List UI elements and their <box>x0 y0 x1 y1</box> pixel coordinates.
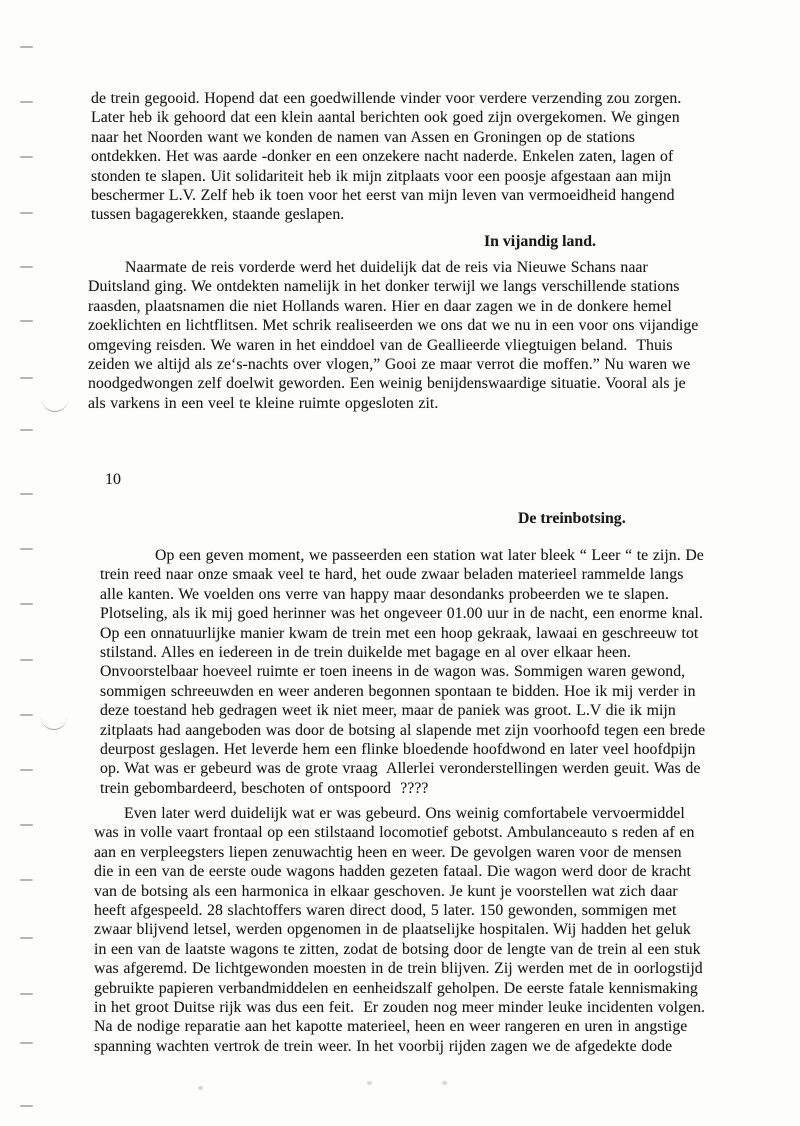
text-line: alle kanten. We voelden ons verre van happy maar desondanks probeerden we te slapen. <box>100 585 669 603</box>
text-line: Op een onnatuurlijke manier kwam de trein met een hoop gekraak, lawaai en geschreeuw tot <box>100 624 699 642</box>
section-heading-de-treinbotsing: De treinbotsing. <box>518 510 626 527</box>
section-heading-in-vijandig-land: In vijandig land. <box>484 233 596 250</box>
margin-tick-mark <box>20 659 33 661</box>
pen-stroke-mark <box>41 716 67 730</box>
text-line: zoeklichten en lichtflitsen. Met schrik realiseerden we ons dat we nu in een voor ons vijandige <box>88 317 699 335</box>
text-line: Duitsland ging. We ontdekten namelijk in het donker terwijl we langs verschillende stations <box>88 278 680 296</box>
margin-tick-mark <box>20 493 33 495</box>
text-line: heeft afgespeeld. 28 slachtoffers waren direct dood, 5 later. 150 gewonden, sommigen met <box>94 901 677 919</box>
text-line: van de botsing als een harmonica in elkaar geschoven. Je kunt je voorstellen wat zich daar <box>94 882 678 900</box>
text-line: in het groot Duitse rijk was dus een feit. Er zouden nog meer minder leuke incidenten volgen. <box>94 998 706 1016</box>
text-line: naar het Noorden want we konden de namen van Assen en Groningen op de stations <box>91 128 635 146</box>
text-line: de trein gegooid. Hopend dat een goedwillende vinder voor verdere verzending zou zorgen. <box>91 90 682 107</box>
scan-speck <box>367 1081 372 1085</box>
margin-tick-mark <box>20 769 33 771</box>
margin-tick-mark <box>20 824 33 826</box>
text-line: Later heb ik gehoord dat een klein aantal berichten ook goed zijn overgekomen. We gingen <box>91 109 680 127</box>
margin-tick-mark <box>20 320 33 322</box>
margin-tick-mark <box>20 266 33 268</box>
text-line: noodgedwongen zelf doelwit geworden. Een weinig benijdenswaardige situatie. Vooral als je <box>88 375 686 393</box>
text-line: ontdekken. Het was aarde -donker en een onzekere nacht naderde. Enkelen zaten, lagen of <box>91 148 674 166</box>
page-number: 10 <box>105 471 121 488</box>
margin-tick-mark <box>20 377 33 379</box>
margin-tick-mark <box>20 101 33 103</box>
margin-tick-mark <box>20 603 33 605</box>
paragraph-op-een-geven-moment <box>100 546 705 798</box>
scan-speck <box>198 1086 203 1090</box>
margin-tick-mark <box>20 429 33 431</box>
text-line: was afgeremd. De lichtgewonden moesten in de trein blijven. Zij werden met de in oorlogstijd <box>94 960 703 978</box>
text-line: zitplaats had aangeboden was door de botsing al slapende met zijn voorhoofd tegen een brede <box>100 721 706 739</box>
text-line: deurpost geslagen. Het leverde hem een flinke bloedende hoofdwond en later veel hoofdpijn <box>100 740 696 758</box>
margin-tick-mark <box>20 714 33 716</box>
paragraph-intro-trein-gegooid <box>91 89 681 225</box>
text-line: tussen bagagerekken, staande geslapen. <box>91 206 345 224</box>
text-line: aan en verpleegsters liepen zenuwachtig heen en weer. De gevolgen waren voor de mensen <box>94 843 682 861</box>
margin-tick-mark <box>20 937 33 939</box>
text-line: sommigen schreeuwden en weer anderen begonnen spontaan te bidden. Hoe ik mij verder in <box>100 682 696 700</box>
scan-speck <box>442 1081 447 1085</box>
margin-tick-mark <box>20 156 33 158</box>
text-line: Naarmate de reis vorderde werd het duidelijk dat de reis via Nieuwe Schans naar <box>125 259 648 276</box>
text-line: Plotseling, als ik mij goed herinner was het ongeveer 01.00 uur in de nacht, een enorme knal. <box>100 605 703 623</box>
paragraph-naarmate-de-reis <box>88 258 698 413</box>
margin-tick-mark <box>20 879 33 881</box>
text-line: Onvoorstelbaar hoeveel ruimte er toen ineens in de wagon was. Sommigen waren gewond, <box>100 663 686 681</box>
margin-tick-mark <box>20 1105 33 1107</box>
text-line: stilstand. Alles en iedereen in de trein duikelde met bagage en al over elkaar heen. <box>100 643 632 661</box>
text-line: in een van de laatste wagons te zitten, zodat de botsing door de lengte van de trein al een stuk <box>94 940 701 958</box>
margin-tick-mark <box>20 548 33 550</box>
margin-tick-mark <box>20 46 33 48</box>
text-line: als varkens in een veel te kleine ruimte opgesloten zit. <box>88 394 439 412</box>
text-line: op. Wat was er gebeurd was de grote vraag Allerlei veronderstellingen werden geuit. Was de <box>100 760 701 778</box>
text-line: was in volle vaart frontaal op een stilstaand locomotief gebotst. Ambulanceauto s reden af en <box>94 824 695 842</box>
text-line: gebruikte papieren verbandmiddelen en eenheidszalf geholpen. De eerste fatale kennismaking <box>94 979 698 997</box>
text-line: trein gebombardeerd, beschoten of ontspoord ???? <box>100 779 429 797</box>
text-line: beschermer L.V. Zelf heb ik toen voor het eerst van mijn leven van vermoeidheid hangend <box>91 186 675 204</box>
text-line: Even later werd duidelijk wat er was gebeurd. Ons weinig comfortabele vervoermiddel <box>124 805 685 822</box>
text-line: die in een van de eerste oude wagons hadden gezeten fataal. Die wagon werd door de kracht <box>94 863 691 881</box>
text-line: raasden, plaatsnamen die niet Hollands waren. Hier en daar zagen we in de donkere hemel <box>88 297 672 315</box>
margin-tick-mark <box>20 1042 33 1044</box>
text-line: Op een geven moment, we passeerden een station wat later bleek “ Leer “ te zijn. De <box>155 547 704 564</box>
text-line: zwaar blijvend letsel, werden opgenomen in de plaatselijke hospitalen. Wij hadden het geluk <box>94 921 691 939</box>
text-line: deze toestand heb gedragen weet ik niet meer, maar de paniek was groot. L.V die ik mijn <box>100 702 676 720</box>
text-line: stonden te slapen. Uit solidariteit heb ik mijn zitplaats voor een poosje afgestaan aan mijn <box>91 167 672 185</box>
text-line: zeiden we altijd als ze‘s-nachts over vlogen,” Gooi ze maar verrot die moffen.” Nu waren we <box>88 355 691 373</box>
margin-tick-mark <box>20 212 33 214</box>
pen-stroke-mark <box>42 398 68 412</box>
text-line: spanning wachten vertrok de trein weer. In het voorbij rijden zagen we de afgedekte dode <box>94 1037 673 1055</box>
text-line: Na de nodige reparatie aan het kapotte materieel, heen en weer rangeren en uren in angstige <box>94 1018 688 1036</box>
text-line: trein reed naar onze smaak veel te hard, het oude zwaar beladen materieel rammelde langs <box>100 566 684 584</box>
paragraph-even-later <box>94 804 705 1056</box>
text-line: omgeving reisden. We waren in het einddoel van de Geallieerde vliegtuigen beland. Thuis <box>88 336 673 354</box>
margin-tick-mark <box>20 993 33 995</box>
